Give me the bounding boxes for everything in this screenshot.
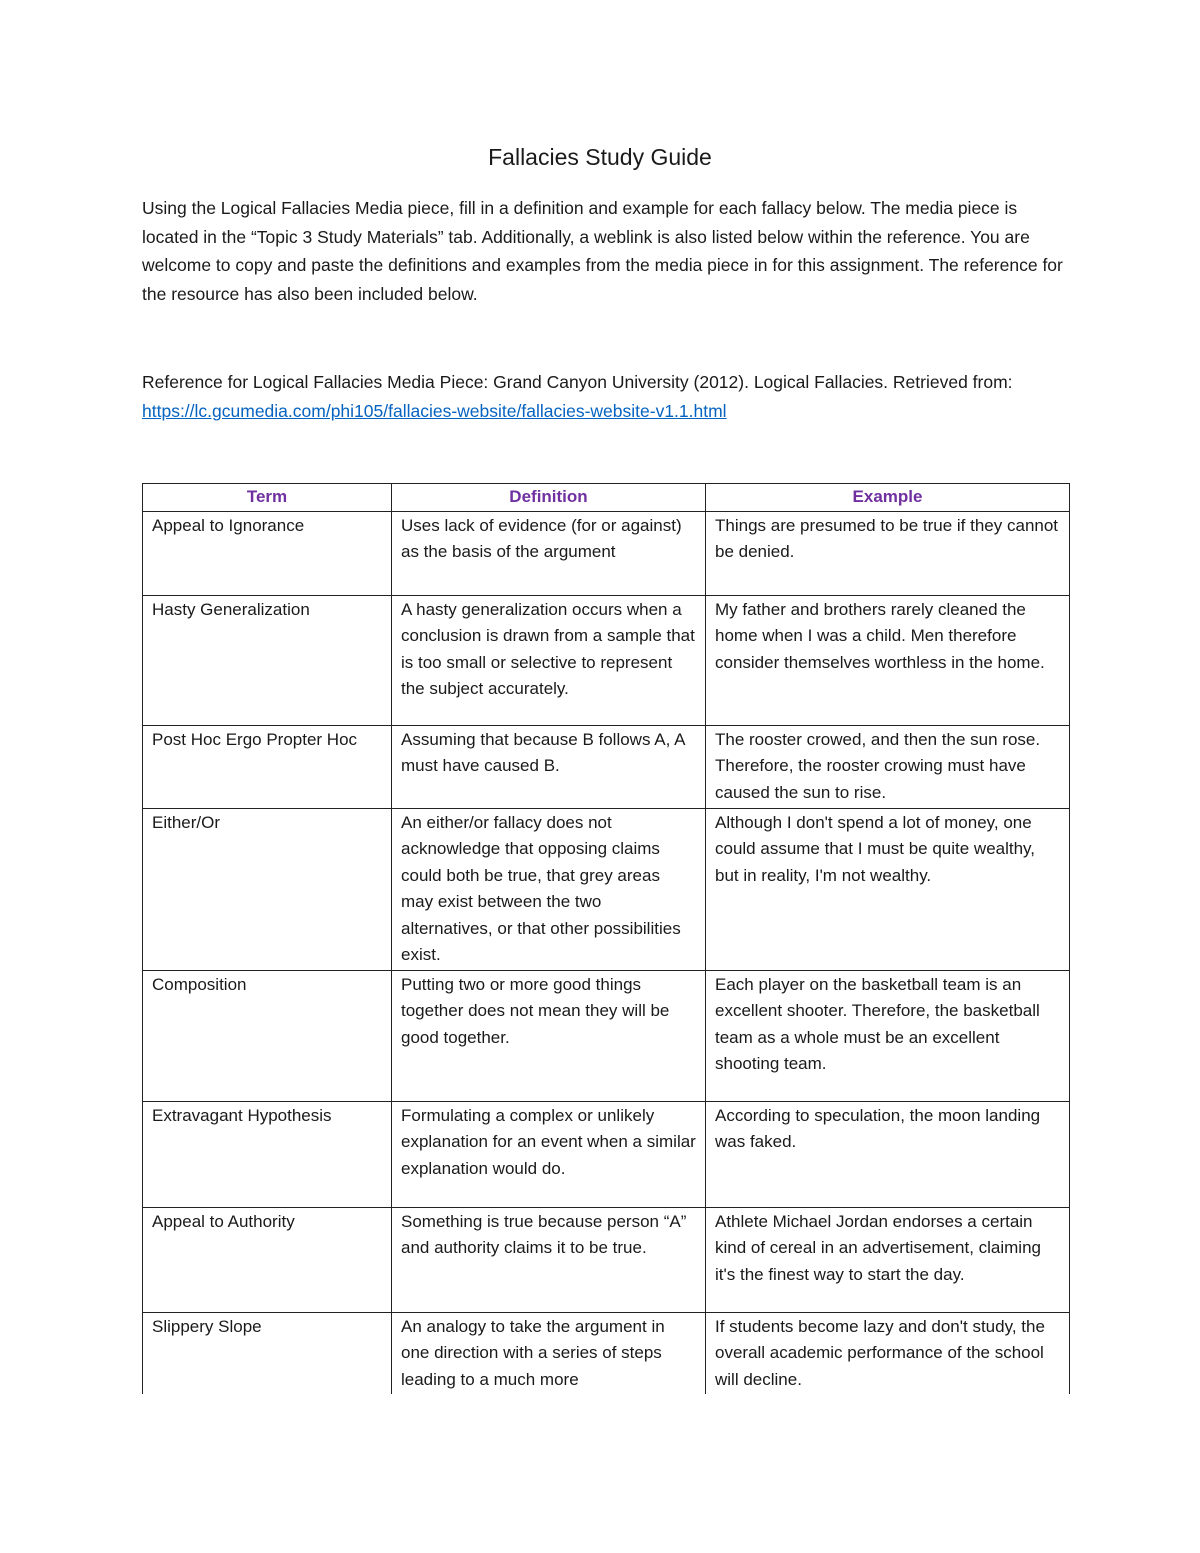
definition-cell: Uses lack of evidence (for or against) as the basis of the argument xyxy=(392,511,706,595)
definition-cell: Assuming that because B follows A, A must have caused B. xyxy=(392,725,706,808)
header-definition: Definition xyxy=(392,484,706,512)
term-cell: Composition xyxy=(143,970,392,1101)
intro-paragraph: Using the Logical Fallacies Media piece, fill in a definition and example for each fallacy below. The media piece is located in the “Topic 3 Study Materials” tab. Additionally, a weblink is also listed below within the reference. You are welcome to copy and paste the definitions and examples from the media piece in for this assignment. The reference for the resource has also been included below. xyxy=(142,198,1063,304)
example-cell: My father and brothers rarely cleaned the home when I was a child. Men therefore consider themselves worthless in the home. xyxy=(706,595,1070,725)
table-row xyxy=(143,511,1070,595)
header-example: Example xyxy=(706,484,1070,512)
reference-text: Reference for Logical Fallacies Media Piece: Grand Canyon University (2012). Logical Fallacies. Retrieved from: xyxy=(142,372,1013,392)
definition-cell: A hasty generalization occurs when a conclusion is drawn from a sample that is too small or selective to represent the subject accurately. xyxy=(392,595,706,725)
definition-cell: An analogy to take the argument in one direction with a series of steps leading to a much more xyxy=(392,1312,706,1394)
table-row xyxy=(143,1312,1070,1394)
term-cell: Appeal to Authority xyxy=(143,1207,392,1312)
definition-cell: Something is true because person “A” and authority claims it to be true. xyxy=(392,1207,706,1312)
table-header-row xyxy=(143,484,1070,512)
page-title: Fallacies Study Guide xyxy=(488,144,712,170)
example-cell: The rooster crowed, and then the sun rose. Therefore, the rooster crowing must have caused the sun to rise. xyxy=(706,725,1070,808)
definition-cell: Formulating a complex or unlikely explanation for an event when a similar explanation would do. xyxy=(392,1101,706,1207)
table-row xyxy=(143,1101,1070,1207)
reference-link[interactable]: https://lc.gcumedia.com/phi105/fallacies-website/fallacies-website-v1.1.html xyxy=(142,400,727,421)
header-term: Term xyxy=(143,484,392,512)
definition-cell: An either/or fallacy does not acknowledge that opposing claims could both be true, that grey areas may exist between the two alternatives, or that other possibilities exist. xyxy=(392,808,706,970)
reference-paragraph xyxy=(142,368,1067,425)
example-cell: Each player on the basketball team is an excellent shooter. Therefore, the basketball team as a whole must be an excellent shooting team. xyxy=(706,970,1070,1101)
example-cell: According to speculation, the moon landing was faked. xyxy=(706,1101,1070,1207)
example-cell: If students become lazy and don't study, the overall academic performance of the school will decline. xyxy=(706,1312,1070,1394)
example-cell: Although I don't spend a lot of money, one could assume that I must be quite wealthy, but in reality, I'm not wealthy. xyxy=(706,808,1070,970)
term-cell: Either/Or xyxy=(143,808,392,970)
fallacies-table xyxy=(142,483,1070,1394)
term-cell: Hasty Generalization xyxy=(143,595,392,725)
definition-cell: Putting two or more good things together does not mean they will be good together. xyxy=(392,970,706,1101)
table-row xyxy=(143,970,1070,1101)
table-row xyxy=(143,725,1070,808)
table-row xyxy=(143,595,1070,725)
example-cell: Things are presumed to be true if they cannot be denied. xyxy=(706,511,1070,595)
term-cell: Slippery Slope xyxy=(143,1312,392,1394)
term-cell: Post Hoc Ergo Propter Hoc xyxy=(143,725,392,808)
table-row xyxy=(143,1207,1070,1312)
table-row xyxy=(143,808,1070,970)
term-cell: Appeal to Ignorance xyxy=(143,511,392,595)
example-cell: Athlete Michael Jordan endorses a certain kind of cereal in an advertisement, claiming it's the finest way to start the day. xyxy=(706,1207,1070,1312)
term-cell: Extravagant Hypothesis xyxy=(143,1101,392,1207)
